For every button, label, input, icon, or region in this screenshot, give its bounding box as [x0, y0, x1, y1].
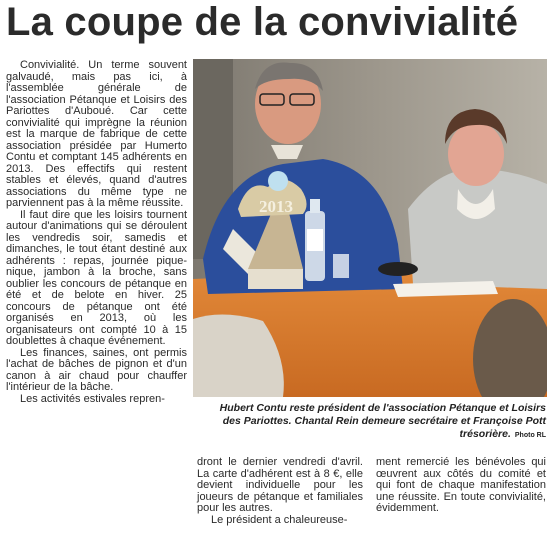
article-column-middle [197, 457, 363, 526]
article-paragraph: Les activités estivales repren- [20, 392, 165, 405]
photo-credit: Photo RL [514, 432, 546, 439]
water-glass [333, 254, 349, 278]
article-column-left [6, 60, 187, 405]
article-column-right [376, 457, 546, 515]
caption-text: Hubert Contu reste président de l'association Pétanque et Loisirs des Pariottes. Chantal Rein demeure secrétaire et Françoise Pott trésorière. [219, 402, 546, 440]
trophy-ball [268, 171, 288, 191]
microphone [378, 262, 418, 276]
article-paragraph: Il faut dire que les loisirs tournent autour d'animations qui se déroulent les vendredis soir, samedis et dimanches, le tout étant destiné aux adhérents : repas, journée pique-nique, jambon à la broche, sans oublier les concours de pétanque en été et de belote en hiver. 25 concours de pétanque ont été organisés en 2013, où les organisateurs ont compté 10 à 15 doublettes à chaque événement. [6, 208, 187, 347]
article-paragraph: Convivialité. Un terme souvent galvaudé, mais pas ici, à l'assemblée générale de l'association Pétanque et Loisirs des Pariottes d'Auboué. Car cette convivialité qui imprègne la réunion est la marque de fabrique de cette association présidée par Humerto Contu et comptant 145 adhérents en 2013. Des effectifs qui restent stables et élevés, quand d'autres associations du même type ne parviennent pas à la même réussite. [6, 59, 187, 209]
trophy-year: 2013 [259, 197, 293, 216]
article-paragraph: Les finances, saines, ont permis l'achat de bâches de pignon et d'un canon à air chaud pour chauffer l'intérieur de la bâche. [6, 346, 187, 393]
bottle-label [307, 229, 323, 251]
article-photo [193, 59, 547, 397]
article-paragraph: dront le dernier vendredi d'avril. La carte d'adhérent est à 8 €, elle devient individuelle pour les joueurs de pétanque et familiales pour les autres. [197, 456, 363, 514]
article-paragraph: Le président a chaleureuse- [211, 513, 348, 526]
woman-face [448, 122, 504, 186]
woman-jacket [408, 169, 547, 289]
article-headline: La coupe de la convivialité [6, 0, 519, 44]
photo-caption [200, 402, 546, 442]
trophy-base [248, 269, 303, 289]
photo-scene [193, 59, 547, 397]
bottle-neck [310, 199, 320, 213]
article-paragraph: ment remercié les bénévoles qui œuvrent aux côtés du comité et qui font de chaque manifestation une réussite. En toute convivialité, évidemment. [376, 456, 546, 514]
